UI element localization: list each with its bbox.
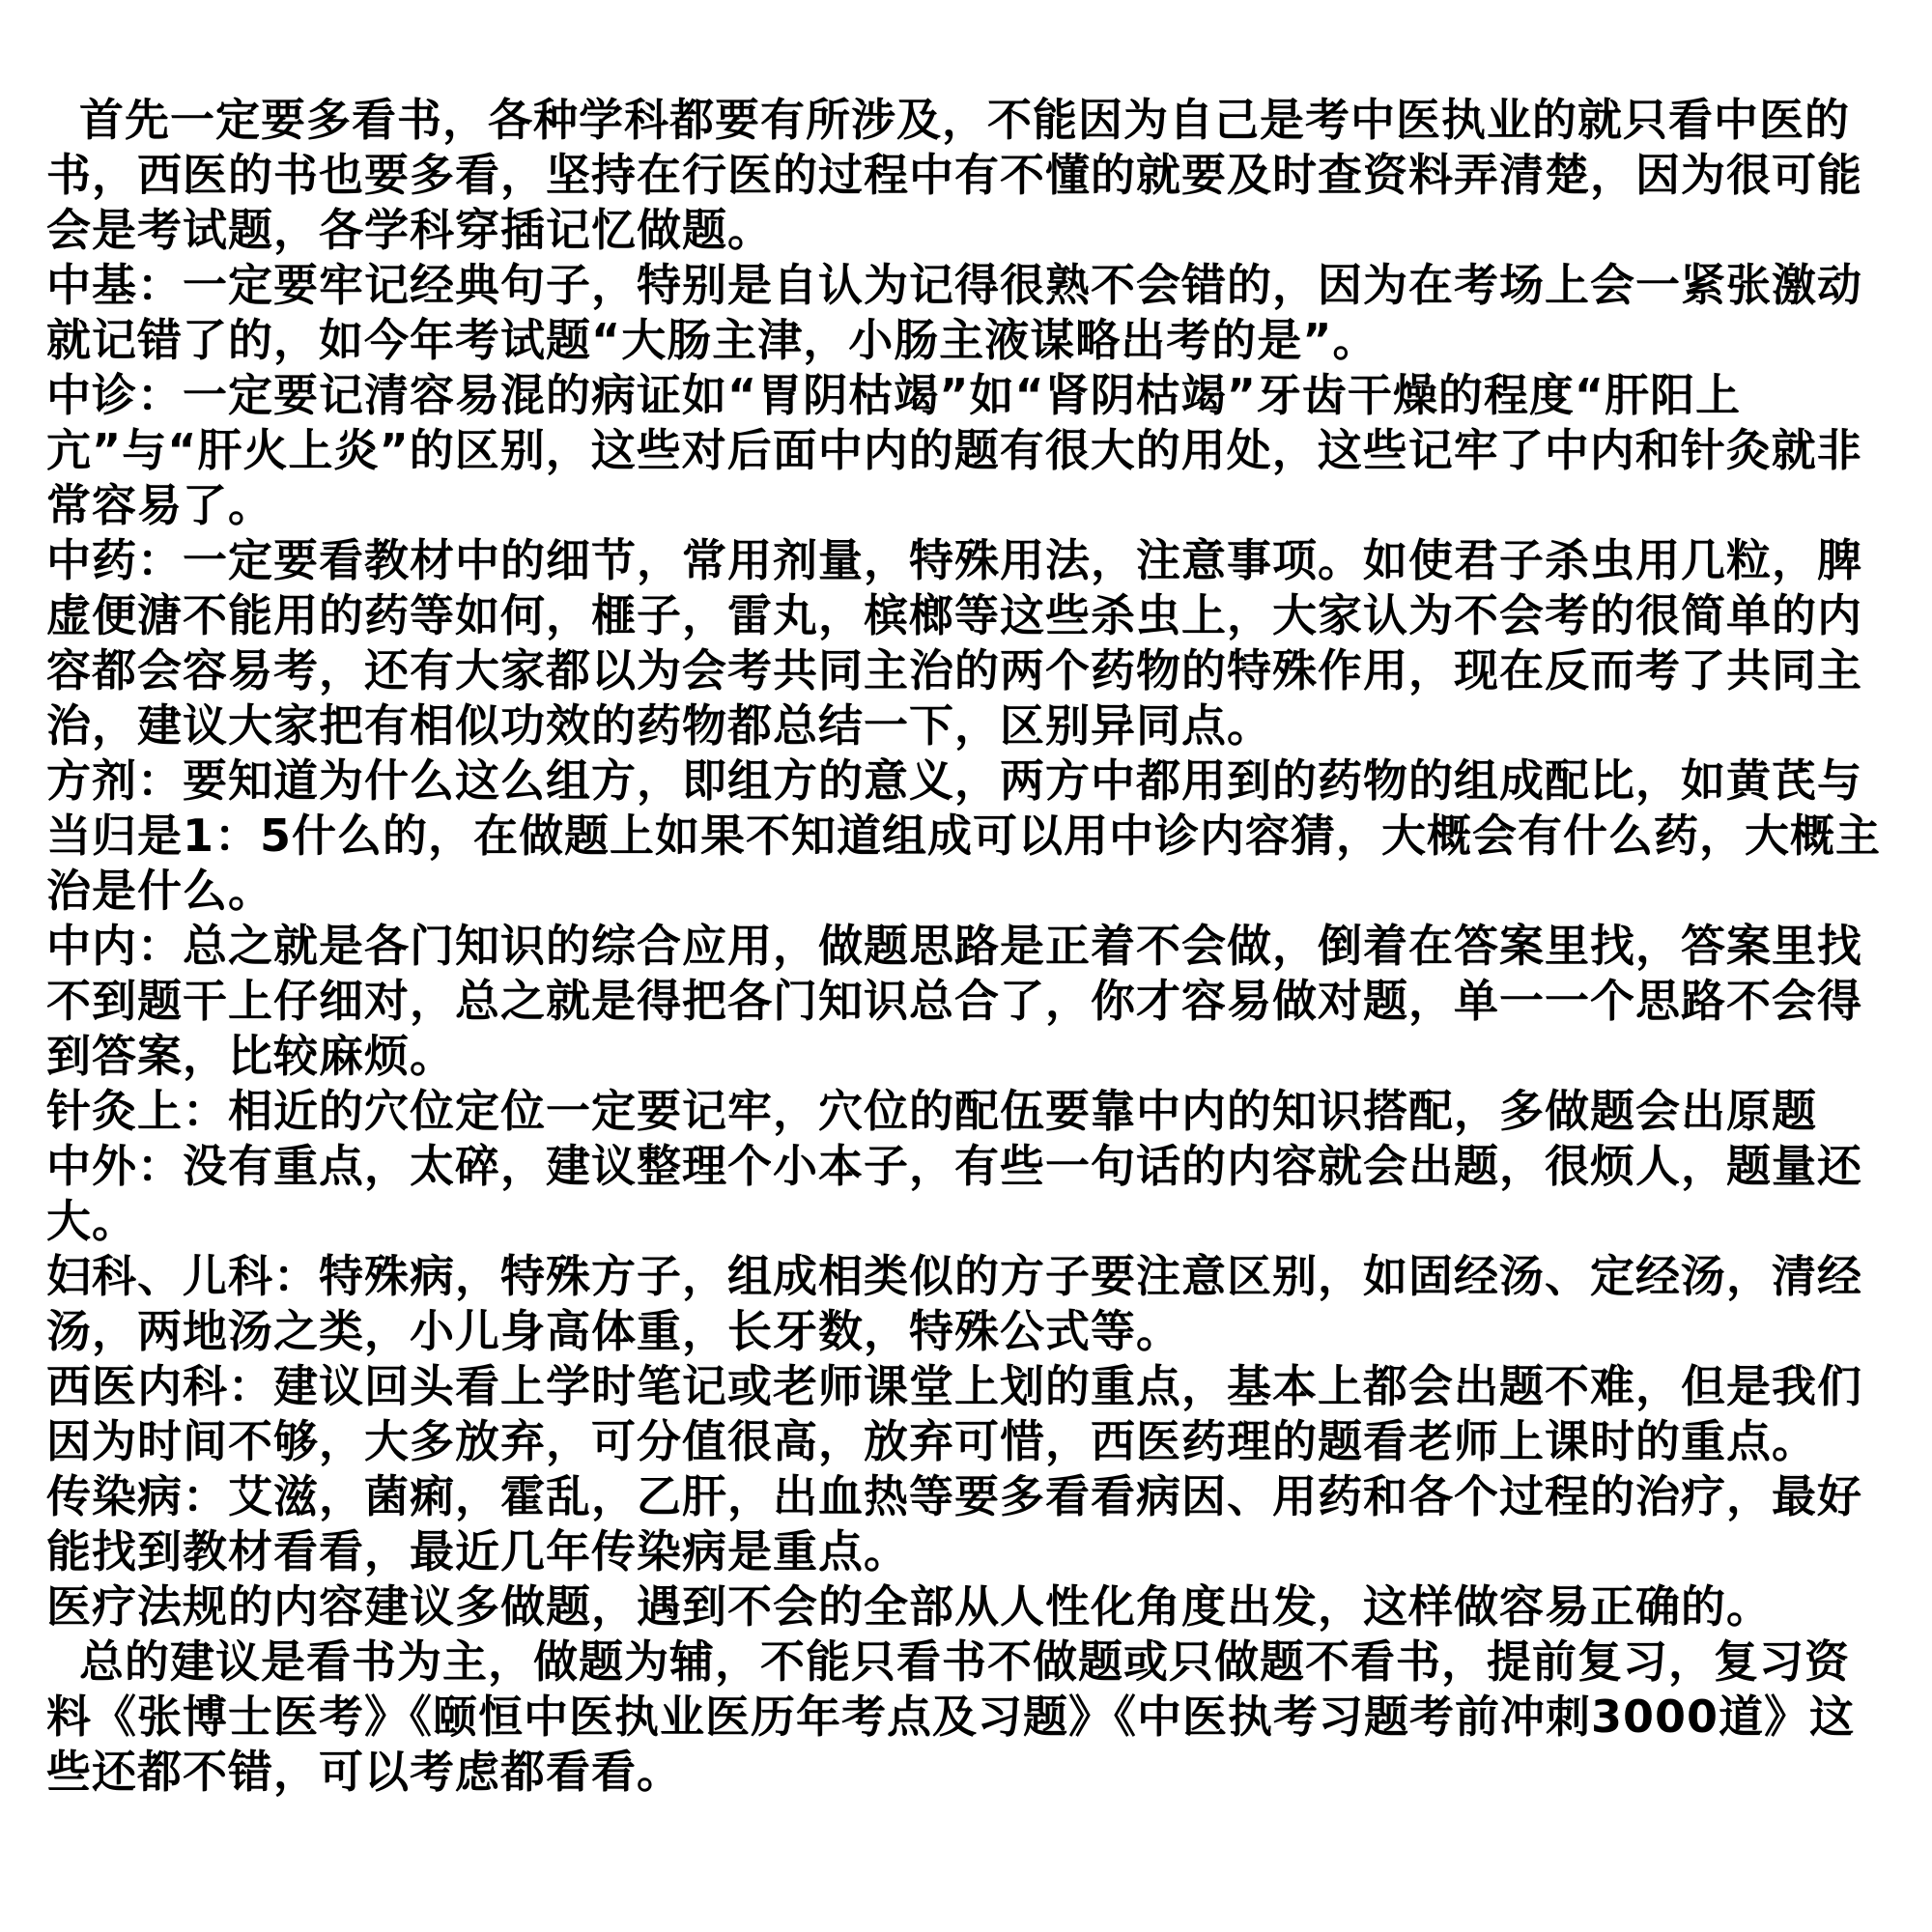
fuke-erke-paragraph: 妇科、儿科：特殊病，特殊方子，组成相类似的方子要注意区别，如固经汤、定经汤，清经汤，两地汤之类，小儿身高体重，长牙数，特殊公式等。 bbox=[46, 1250, 1862, 1357]
zhongji-paragraph: 中基：一定要牢记经典句子，特别是自认为记得很熟不会错的，因为在考场上会一紧张激动就记错了的，如今年考试题“大肠主津，小肠主液谋略出考的是”。 bbox=[46, 259, 1862, 366]
zhongnei-paragraph: 中内：总之就是各门知识的综合应用，做题思路是正着不会做，倒着在答案里找，答案里找不到题干上仔细对，总之就是得把各门知识总合了，你才容易做对题，单一一个思路不会得到答案，比较麻烦。 bbox=[46, 920, 1862, 1082]
fagui-paragraph: 医疗法规的内容建议多做题，遇到不会的全部从人性化角度出发，这样做容易正确的。 bbox=[46, 1580, 1772, 1633]
intro-paragraph: 首先一定要多看书，各种学科都要有所涉及，不能因为自己是考中医执业的就只看中医的书，西医的书也要多看，坚持在行医的过程中有不懂的就要及时查资料弄清楚，因为很可能会是考试题，各学科穿插记忆做题。 bbox=[46, 94, 1862, 256]
chuanranbing-paragraph: 传染病：艾滋，菌痢，霍乱，乙肝，出血热等要多看看病因、用药和各个过程的治疗，最好能找到教材看看，最近几年传染病是重点。 bbox=[46, 1470, 1862, 1577]
fangji-paragraph: 方剂：要知道为什么这么组方，即组方的意义，两方中都用到的药物的组成配比，如黄芪与当归是1：5什么的，在做题上如果不知道组成可以用中诊内容猜，大概会有什么药，大概主治是什么。 bbox=[46, 754, 1882, 917]
zhenjiu-paragraph: 针灸上：相近的穴位定位一定要记牢，穴位的配伍要靠中内的知识搭配，多做题会出原题 bbox=[46, 1085, 1817, 1137]
zhongwai-paragraph: 中外：没有重点，太碎，建议整理个小本子，有些一句话的内容就会出题，很烦人，题量还大。 bbox=[46, 1140, 1862, 1247]
document-body bbox=[46, 93, 1893, 1800]
zhongzhen-paragraph: 中诊：一定要记清容易混的病证如“胃阴枯竭”如“肾阴枯竭”牙齿干燥的程度“肝阳上亢”与“肝火上炎”的区别，这些对后面中内的题有很大的用处，这些记牢了中内和针灸就非常容易了。 bbox=[46, 369, 1862, 531]
xiyi-neike-paragraph: 西医内科：建议回头看上学时笔记或老师课堂上划的重点，基本上都会出题不难，但是我们因为时间不够，大多放弃，可分值很高，放弃可惜，西医药理的题看老师上课时的重点。 bbox=[46, 1360, 1862, 1467]
summary-paragraph: 总的建议是看书为主，做题为辅，不能只看书不做题或只做题不看书，提前复习，复习资料《张博士医考》《颐恒中医执业医历年考点及习题》《中医执考习题考前冲刺3000道》这些还都不错，可以考虑都看看。 bbox=[46, 1635, 1856, 1798]
zhongyao-paragraph: 中药：一定要看教材中的细节，常用剂量，特殊用法，注意事项。如使君子杀虫用几粒，脾虚便溏不能用的药等如何，榧子，雷丸，槟榔等这些杀虫上，大家认为不会考的很简单的内容都会容易考，还有大家都以为会考共同主治的两个药物的特殊作用，现在反而考了共同主治，建议大家把有相似功效的药物都总结一下，区别异同点。 bbox=[46, 534, 1862, 752]
